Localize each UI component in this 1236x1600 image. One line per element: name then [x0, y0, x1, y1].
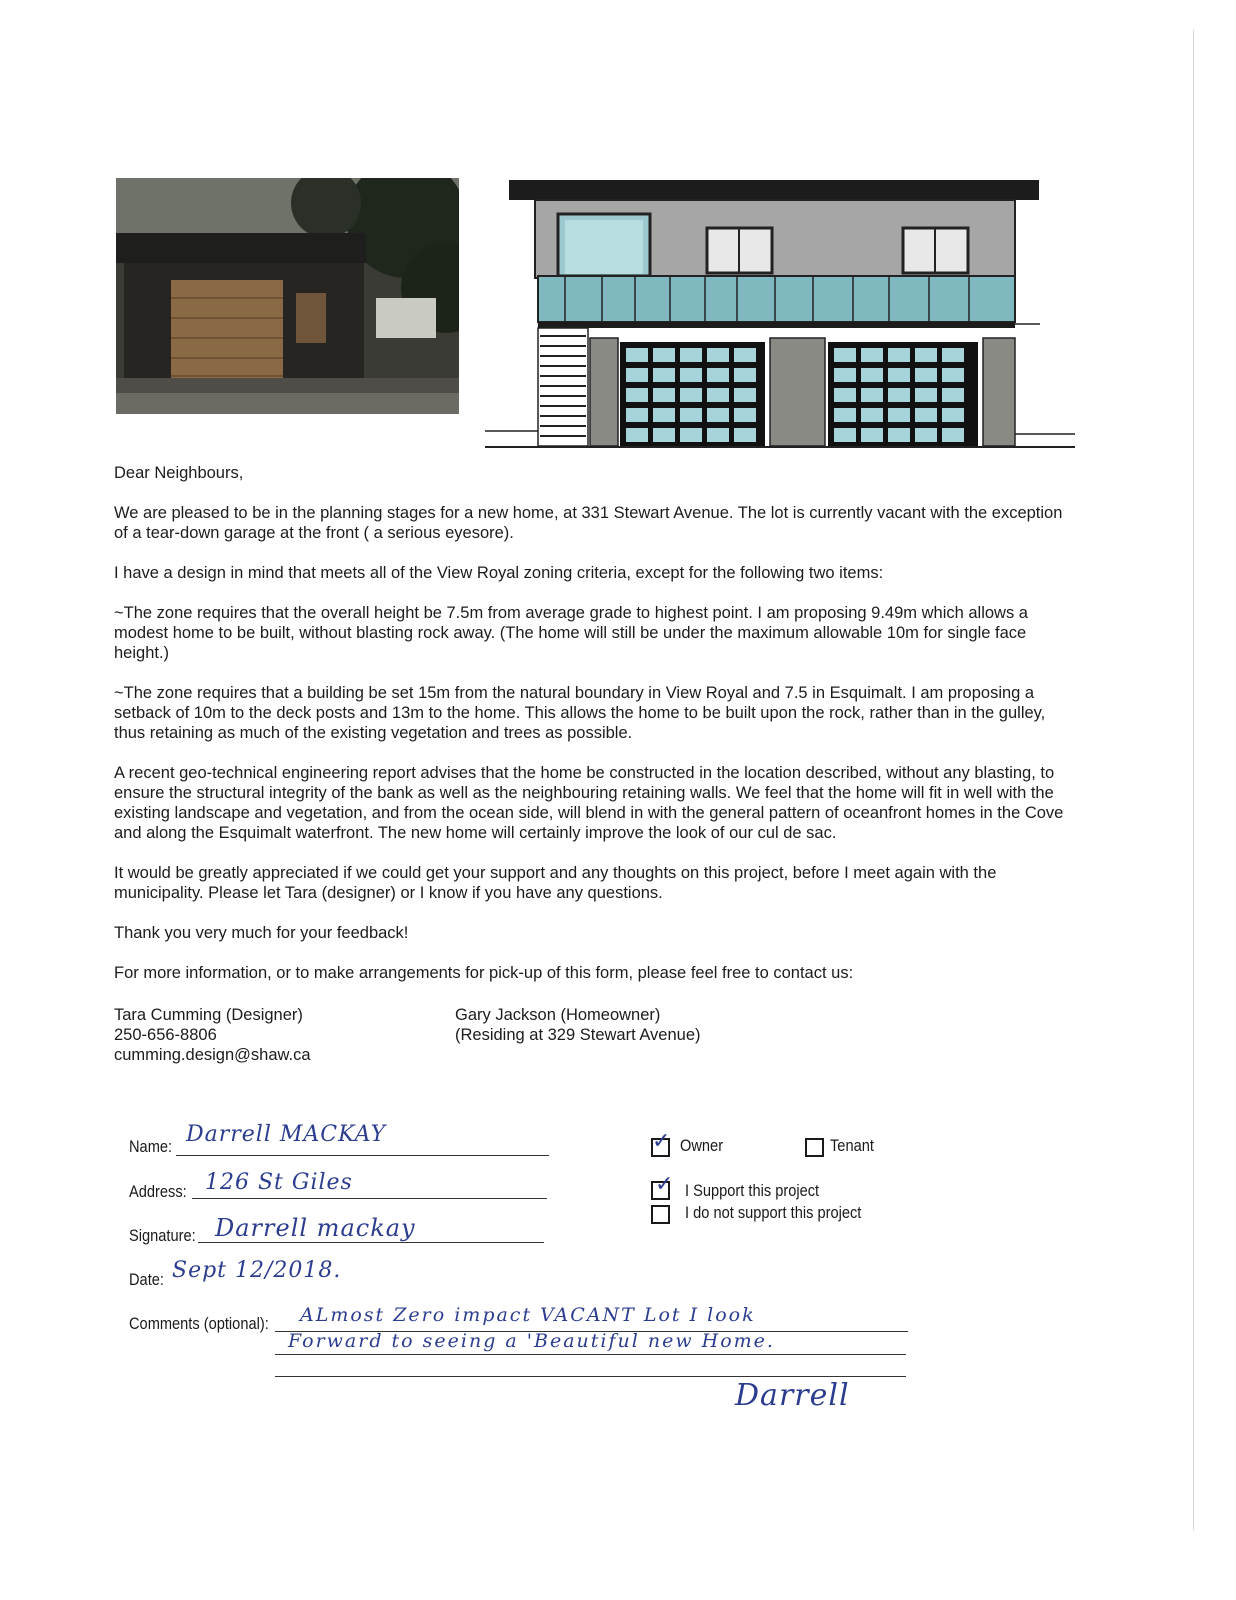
signature-field[interactable]: Darrell mackay [215, 1214, 416, 1242]
signature-label: Signature: [129, 1226, 196, 1245]
support-label: I Support this project [685, 1181, 820, 1200]
name-line [176, 1155, 549, 1156]
designer-phone: 250-656-8806 [114, 1026, 217, 1044]
signature-line [198, 1242, 544, 1243]
homeowner-residence: (Residing at 329 Stewart Avenue) [455, 1026, 701, 1044]
date-field[interactable]: Sept 12/2018. [172, 1258, 342, 1283]
designer-email: cumming.design@shaw.ca [114, 1046, 311, 1064]
support-checkmark-icon: ✓ [655, 1171, 674, 1196]
address-line [192, 1198, 547, 1199]
letter-paragraph: ~The zone requires that a building be set 15m from the natural boundary in View Royal and 7.5 in Esquimalt. I am proposing a setback of 10m to the deck posts and 13m to the home. This allows the home to be built upon the rock, rather than in the gulley, thus retaining as much of the existing vegetation and trees as possible. [114, 684, 1046, 742]
no-support-checkbox[interactable] [651, 1205, 670, 1224]
name-label: Name: [129, 1137, 173, 1156]
letter-paragraph: We are pleased to be in the planning stages for a new home, at 331 Stewart Avenue. The lot is currently vacant with the exception of a tear-down garage at the front ( a serious eyesore). [114, 504, 1063, 542]
tenant-checkbox[interactable] [805, 1138, 824, 1157]
letter-paragraph: ~The zone requires that the overall height be 7.5m from average grade to highest point. I am proposing 9.49m which allows a modest home to be built, without blasting rock away. (The home will still be under the maximum allowable 10m for single face height.) [114, 604, 1028, 662]
name-field[interactable]: Darrell MACKAY [186, 1122, 387, 1147]
letter-paragraph: A recent geo-technical engineering report advises that the home be constructed in the location described, without any blasting, to ensure the structural integrity of the bank as well as the neighbouring retaining walls. We feel that the home will fit in well with the existing landscape and vegetation, and from the ocean side, will blend in with the general pattern of oceanfront homes in the Cove and along the Esquimalt waterfront. The new home will certainly improve the look of our cul de sac. [114, 764, 1064, 842]
date-label: Date: [129, 1270, 164, 1289]
no-support-label: I do not support this project [685, 1203, 862, 1222]
homeowner-name: Gary Jackson (Homeowner) [455, 1006, 661, 1024]
letter-paragraph: Thank you very much for your feedback! [114, 924, 409, 942]
letter-paragraph: It would be greatly appreciated if we could get your support and any thoughts on this project, before I meet again with the municipality. Please let Tara (designer) or I know if you have any questions. [114, 864, 997, 902]
comments-line-3 [275, 1376, 906, 1377]
initials-signature: Darrell [735, 1378, 850, 1413]
owner-label: Owner [680, 1136, 724, 1155]
designer-name: Tara Cumming (Designer) [114, 1006, 303, 1024]
comments-field-line-2[interactable]: Forward to seeing a 'Beautiful new Home. [288, 1330, 775, 1352]
comments-label: Comments (optional): [129, 1314, 269, 1333]
comments-field-line-1[interactable]: ALmost Zero impact VACANT Lot I look [300, 1304, 756, 1326]
owner-checkmark-icon: ✓ [652, 1128, 671, 1153]
letter-paragraph: For more information, or to make arrangements for pick-up of this form, please feel free to contact us: [114, 964, 854, 982]
address-field[interactable]: 126 St Giles [205, 1170, 353, 1195]
letter-paragraph: I have a design in mind that meets all of the View Royal zoning criteria, except for the following two items: [114, 564, 884, 582]
address-label: Address: [129, 1182, 187, 1201]
tenant-label: Tenant [830, 1136, 874, 1155]
letter-greeting: Dear Neighbours, [114, 464, 244, 482]
comments-line-2 [275, 1354, 906, 1355]
